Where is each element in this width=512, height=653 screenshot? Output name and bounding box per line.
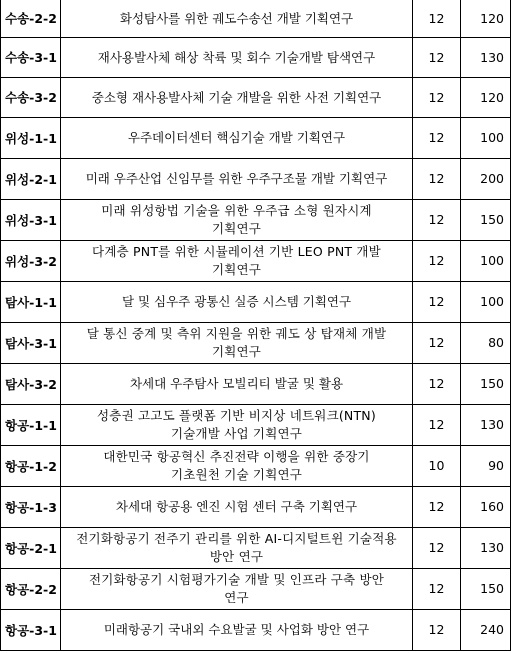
row-title <box>61 199 413 240</box>
row-col3: 12 <box>413 322 461 363</box>
row-title <box>61 240 413 281</box>
row-col3: 12 <box>413 527 461 568</box>
row-col4: 130 <box>461 37 511 77</box>
table-row <box>1 240 511 281</box>
row-title: 화성탐사를 위한 궤도수송선 개발 기획연구 <box>61 0 413 37</box>
row-col4: 150 <box>461 568 511 609</box>
row-col3: 12 <box>413 568 461 609</box>
row-col3: 12 <box>413 281 461 322</box>
row-code: 위성-1-1 <box>1 117 61 158</box>
row-col3: 12 <box>413 240 461 281</box>
row-code: 수송-2-2 <box>1 0 61 37</box>
table-row <box>1 37 511 77</box>
row-code: 항공-3-1 <box>1 609 61 650</box>
row-col3: 12 <box>413 363 461 404</box>
row-code: 항공-1-3 <box>1 486 61 527</box>
table-row <box>1 322 511 363</box>
row-col4: 130 <box>461 527 511 568</box>
row-code: 수송-3-1 <box>1 37 61 77</box>
row-col4: 130 <box>461 404 511 445</box>
row-title-line1: 달 통신 중계 및 측위 지원을 위한 궤도 상 탑재체 개발 <box>86 325 387 341</box>
row-code: 탐사-1-1 <box>1 281 61 322</box>
row-title-line2: 연구 <box>224 589 249 605</box>
row-col3: 12 <box>413 117 461 158</box>
row-title: 차세대 우주탐사 모빌리티 발굴 및 활용 <box>61 363 413 404</box>
row-col4: 120 <box>461 77 511 117</box>
table-row <box>1 363 511 404</box>
row-title: 재사용발사체 해상 착륙 및 회수 기술개발 탐색연구 <box>61 37 413 77</box>
row-col3: 12 <box>413 486 461 527</box>
row-title-line1: 대한민국 항공혁신 추진전략 이행을 위한 중장기 <box>103 448 370 464</box>
row-title: 우주데이터센터 핵심기술 개발 기획연구 <box>61 117 413 158</box>
table-row <box>1 199 511 240</box>
row-code: 위성-2-1 <box>1 158 61 199</box>
row-code: 항공-1-1 <box>1 404 61 445</box>
row-code: 탐사-3-1 <box>1 322 61 363</box>
row-title: 미래항공기 국내외 수요발굴 및 사업화 방안 연구 <box>61 609 413 650</box>
row-title <box>61 445 413 486</box>
row-title-line2: 기획연구 <box>211 261 262 277</box>
row-col4: 100 <box>461 240 511 281</box>
row-title-line2: 방안 연구 <box>209 548 264 564</box>
row-col4: 80 <box>461 322 511 363</box>
row-col4: 200 <box>461 158 511 199</box>
row-code: 항공-2-2 <box>1 568 61 609</box>
table-row <box>1 486 511 527</box>
row-col3: 10 <box>413 445 461 486</box>
row-col3: 12 <box>413 199 461 240</box>
table-row <box>1 281 511 322</box>
row-title-line2: 기획연구 <box>211 220 262 236</box>
row-title: 차세대 항공용 엔진 시험 센터 구축 기획연구 <box>61 486 413 527</box>
row-col4: 90 <box>461 445 511 486</box>
row-col3: 12 <box>413 37 461 77</box>
row-title-line2: 기획연구 <box>211 343 262 359</box>
table-row <box>1 0 511 37</box>
row-col4: 100 <box>461 281 511 322</box>
row-code: 항공-1-2 <box>1 445 61 486</box>
table-row <box>1 527 511 568</box>
row-col4: 100 <box>461 117 511 158</box>
row-code: 탐사-3-2 <box>1 363 61 404</box>
row-title <box>61 527 413 568</box>
row-title-line1: 미래 위성항법 기술을 위한 우주급 소형 원자시계 <box>101 202 372 218</box>
row-code: 항공-2-1 <box>1 527 61 568</box>
table-row <box>1 568 511 609</box>
row-col4: 240 <box>461 609 511 650</box>
row-col3: 12 <box>413 404 461 445</box>
row-title <box>61 568 413 609</box>
row-title-line1: 전기화항공기 시험평가기술 개발 및 인프라 구축 방안 <box>88 571 385 587</box>
row-col3: 12 <box>413 158 461 199</box>
row-title <box>61 322 413 363</box>
row-title-line2: 기초원천 기술 기획연구 <box>170 466 303 482</box>
row-title-line1: 다계층 PNT를 위한 시뮬레이션 기반 LEO PNT 개발 <box>92 243 381 259</box>
row-col4: 150 <box>461 199 511 240</box>
table-row <box>1 445 511 486</box>
table-row <box>1 77 511 117</box>
row-title: 중소형 재사용발사체 기술 개발을 위한 사전 기획연구 <box>61 77 413 117</box>
row-col4: 150 <box>461 363 511 404</box>
row-col3: 12 <box>413 609 461 650</box>
table-row <box>1 117 511 158</box>
row-code: 위성-3-1 <box>1 199 61 240</box>
row-title: 달 및 심우주 광통신 실증 시스템 기획연구 <box>61 281 413 322</box>
table-row <box>1 158 511 199</box>
row-title: 미래 우주산업 신임무를 위한 우주구조물 개발 기획연구 <box>61 158 413 199</box>
row-code: 수송-3-2 <box>1 77 61 117</box>
row-title <box>61 404 413 445</box>
row-title-line2: 기술개발 사업 기획연구 <box>170 425 303 441</box>
row-col4: 160 <box>461 486 511 527</box>
row-col4: 120 <box>461 0 511 37</box>
row-title-line1: 전기화항공기 전주기 관리를 위한 AI-디지털트윈 기술적용 <box>76 530 397 546</box>
row-col3: 12 <box>413 0 461 37</box>
row-title-line1: 성층권 고고도 플랫폼 기반 비지상 네트워크(NTN) <box>97 407 376 423</box>
row-code: 위성-3-2 <box>1 240 61 281</box>
table-row <box>1 404 511 445</box>
row-col3: 12 <box>413 77 461 117</box>
table-row <box>1 609 511 650</box>
